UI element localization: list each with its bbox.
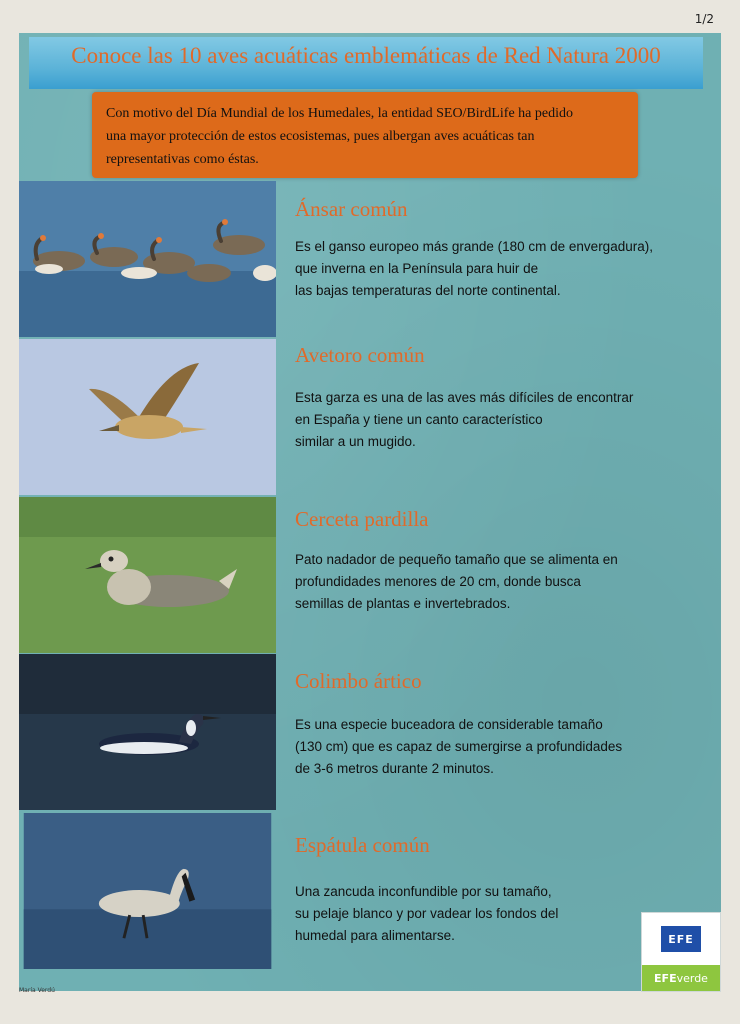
bittern-flying-photo bbox=[19, 339, 276, 495]
species-desc-colimbo bbox=[295, 714, 655, 780]
marbled-duck-photo bbox=[19, 497, 276, 653]
page-number: 1/2 bbox=[694, 12, 714, 26]
desc-line: las bajas temperaturas del norte continental. bbox=[295, 283, 561, 298]
desc-line: Una zancuda inconfundible por su tamaño, bbox=[295, 884, 552, 899]
desc-line: profundidades menores de 20 cm, donde busca bbox=[295, 574, 581, 589]
desc-line: Pato nadador de pequeño tamaño que se alimenta en bbox=[295, 552, 618, 567]
desc-line: Esta garza es una de las aves más difíciles de encontrar bbox=[295, 390, 634, 405]
black-throated-loon-photo bbox=[19, 654, 276, 810]
species-name-avetoro: Avetoro común bbox=[295, 343, 425, 367]
efeverde-logo bbox=[641, 912, 721, 992]
species-desc-espatula bbox=[295, 881, 655, 947]
title-bar bbox=[29, 37, 703, 89]
photo-credit: María Verdú bbox=[19, 987, 55, 994]
desc-line: en España y tiene un canto característico bbox=[295, 412, 543, 427]
desc-line: Es el ganso europeo más grande (180 cm de envergadura), bbox=[295, 239, 653, 254]
intro-line: representativas como éstas. bbox=[106, 152, 259, 167]
efe-mark-area bbox=[642, 913, 720, 965]
intro-line: Con motivo del Día Mundial de los Humedales, la entidad SEO/BirdLife ha pedido bbox=[106, 106, 573, 121]
species-desc-avetoro bbox=[295, 387, 655, 453]
desc-line: similar a un mugido. bbox=[295, 434, 416, 449]
desc-line: semillas de plantas e invertebrados. bbox=[295, 596, 511, 611]
desc-line: de 3-6 metros durante 2 minutos. bbox=[295, 761, 494, 776]
brand-light: verde bbox=[676, 971, 708, 985]
species-name-ansar: Ánsar común bbox=[295, 197, 408, 221]
intro-text bbox=[106, 102, 630, 171]
desc-line: (130 cm) que es capaz de sumergirse a profundidades bbox=[295, 739, 623, 754]
species-desc-ansar bbox=[295, 236, 655, 302]
desc-line: humedal para alimentarse. bbox=[295, 928, 455, 943]
desc-line: que inverna en la Península para huir de bbox=[295, 261, 539, 276]
species-name-espatula: Espátula común bbox=[295, 833, 430, 857]
desc-line: su pelaje blanco y por vadear los fondos del bbox=[295, 906, 559, 921]
brand-bold: EFE bbox=[654, 971, 677, 985]
greylag-geese-photo bbox=[19, 181, 276, 337]
efe-logo-icon: EFE bbox=[661, 926, 701, 952]
page-title: Conoce las 10 aves acuáticas emblemáticas de Red Natura 2000 bbox=[71, 43, 661, 68]
efeverde-wordmark bbox=[642, 965, 720, 991]
species-name-colimbo: Colimbo ártico bbox=[295, 669, 422, 693]
species-name-cerceta: Cerceta pardilla bbox=[295, 507, 429, 531]
spoonbill-photo bbox=[19, 813, 276, 969]
intro-line: una mayor protección de estos ecosistemas, pues albergan aves acuáticas tan bbox=[106, 129, 535, 144]
species-desc-cerceta bbox=[295, 549, 655, 615]
desc-line: Es una especie buceadora de considerable tamaño bbox=[295, 717, 603, 732]
infographic-panel bbox=[19, 33, 721, 991]
intro-box bbox=[92, 92, 638, 178]
